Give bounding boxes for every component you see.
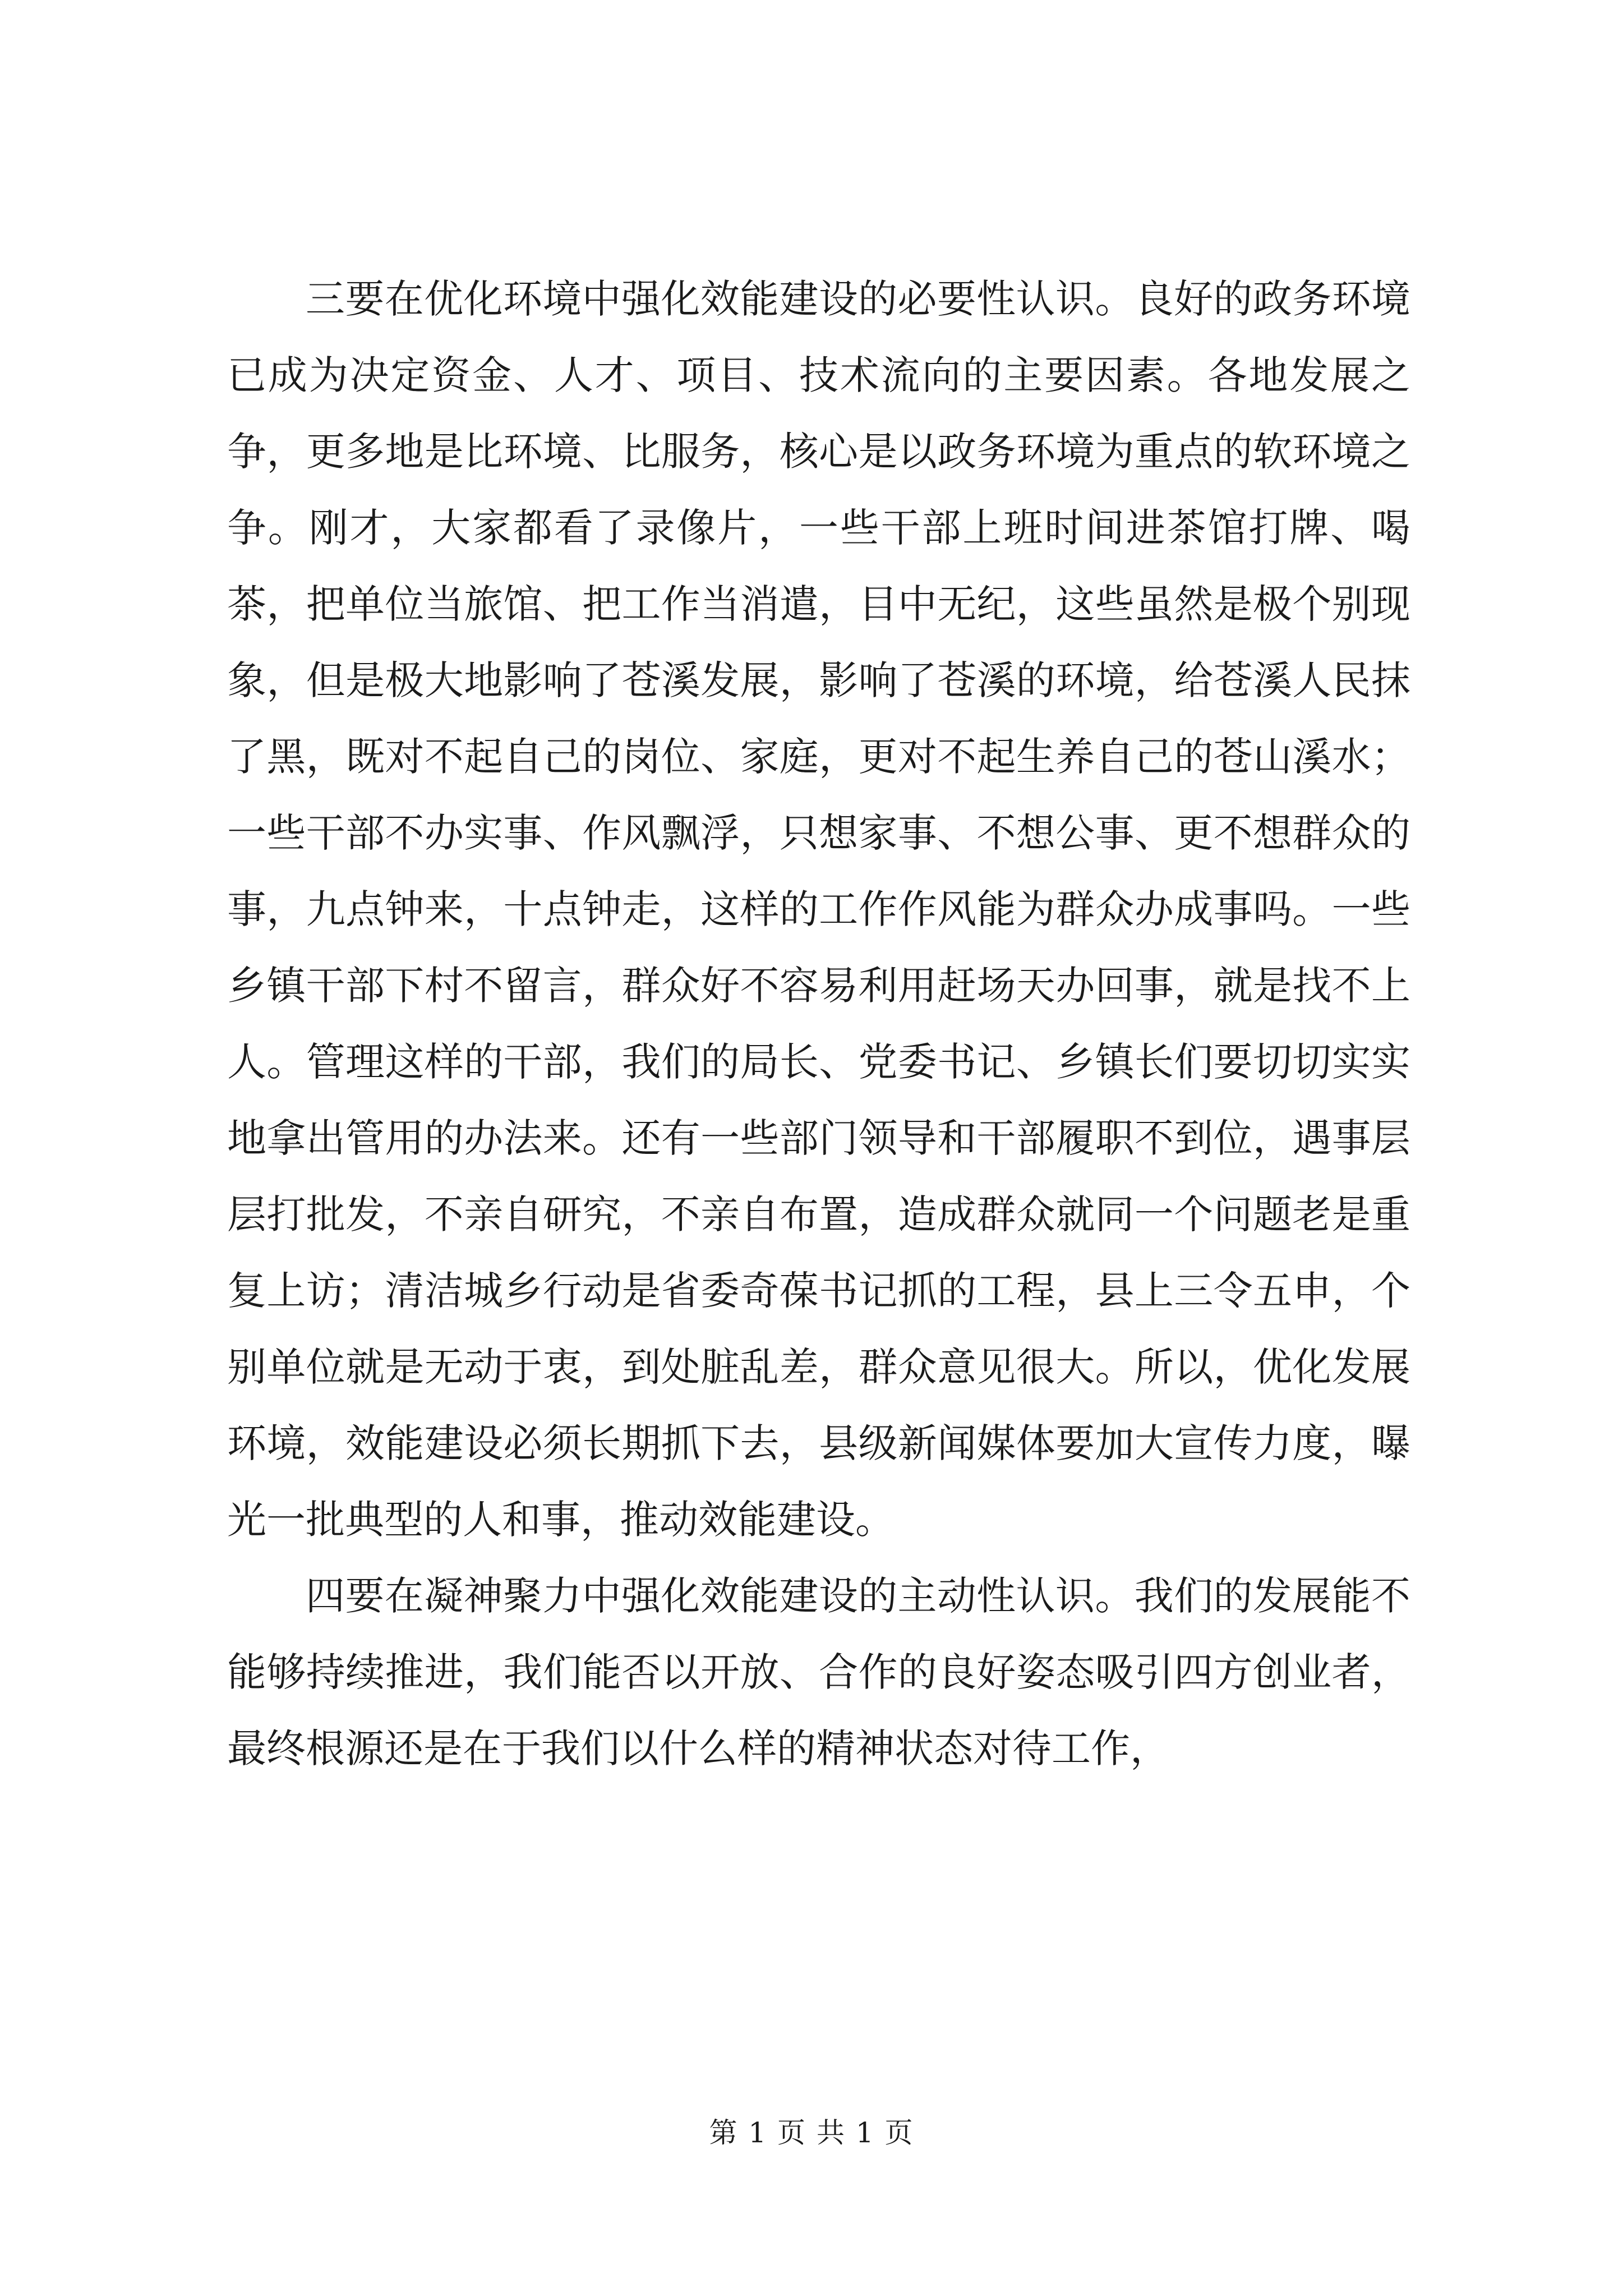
page-number-footer: 第 1 页 共 1 页 bbox=[709, 2116, 914, 2149]
document-body bbox=[227, 261, 1410, 1787]
paragraph-1: 三要在优化环境中强化效能建设的必要性认识。良好的政务环境已成为决定资金、人才、项目、技术流向的主要因素。各地发展之争，更多地是比环境、比服务，核心是以政务环境为重点的软环境之争。刚才，大家都看了录像片，一些干部上班时间进茶馆打牌、喝茶，把单位当旅馆、把工作当消遣，目中无纪，这些虽然是极个别现象，但是极大地影响了苍溪发展，影响了苍溪的环境，给苍溪人民抹了黑，既对不起自己的岗位、家庭，更对不起生养自己的苍山溪水；一些干部不办实事、作风飘浮，只想家事、不想公事、更不想群众的事，九点钟来，十点钟走，这样的工作作风能为群众办成事吗。一些乡镇干部下村不留言，群众好不容易利用赶场天办回事，就是找不上人。管理这样的干部，我们的局长、党委书记、乡镇长们要切切实实地拿出管用的办法来。还有一些部门领导和干部履职不到位，遇事层层打批发，不亲自研究，不亲自布置，造成群众就同一个问题老是重复上访；清洁城乡行动是省委奇葆书记抓的工程，县上三令五申，个别单位就是无动于衷，到处脏乱差，群众意见很大。所以，优化发展环境，效能建设必须长期抓下去，县级新闻媒体要加大宣传力度，曝光一批典型的人和事，推动效能建设。 bbox=[227, 276, 1410, 1543]
paragraph-2: 四要在凝神聚力中强化效能建设的主动性认识。我们的发展能不能够持续推进，我们能否以开放、合作的良好姿态吸引四方创业者，最终根源还是在于我们以什么样的精神状态对待工作， bbox=[227, 1573, 1410, 1772]
